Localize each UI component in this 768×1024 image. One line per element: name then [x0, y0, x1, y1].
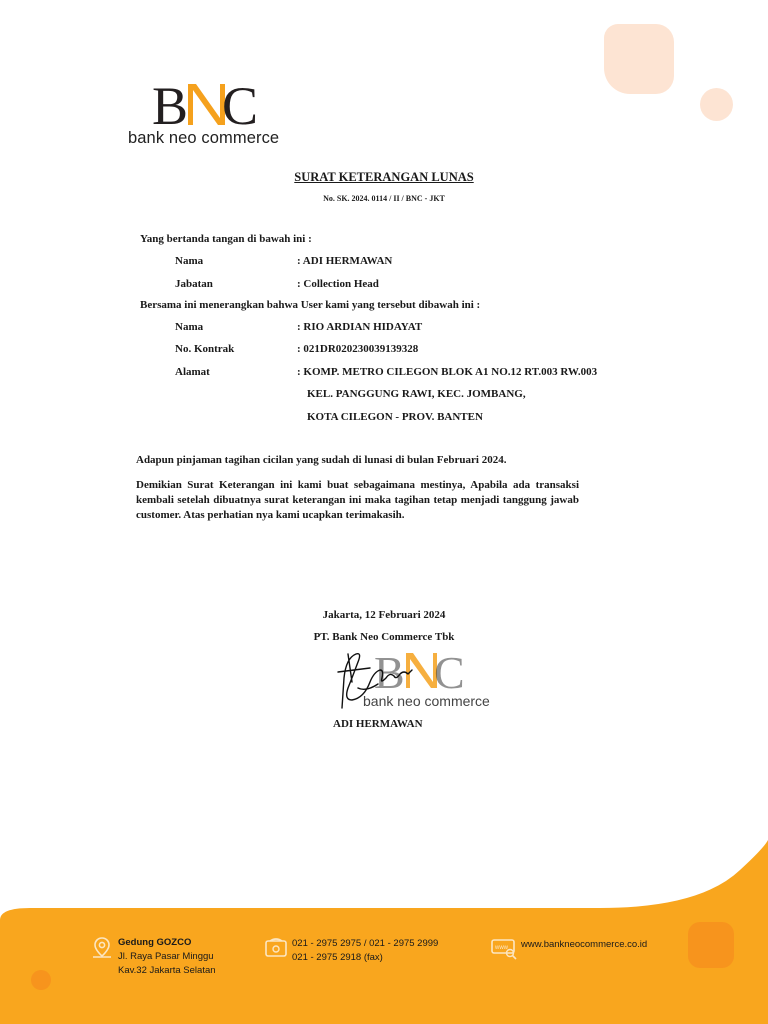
signature-stamp: [330, 648, 500, 714]
stamp-wordmark: bank neo commerce: [363, 693, 490, 709]
address-label: Alamat: [175, 366, 210, 378]
footer-phone: 021 - 2975 2975 / 021 - 2975 2999: [292, 938, 439, 949]
signer-name-value: : ADI HERMAWAN: [297, 255, 393, 267]
address-value: : KOMP. METRO CILEGON BLOK A1 NO.12 RT.003 RW.003: [297, 366, 598, 378]
footer-address-line2: Kav.32 Jakarta Selatan: [118, 965, 216, 976]
svg-text:www: www: [495, 945, 508, 951]
footer-building: Gedung GOZCO: [118, 937, 192, 948]
svg-text:B: B: [152, 78, 189, 130]
logo-wordmark: bank neo commerce: [128, 129, 280, 147]
footer-address-line1: Jl. Raya Pasar Minggu: [118, 951, 214, 962]
address-line-3: KOTA CILEGON - PROV. BANTEN: [307, 411, 483, 423]
document-number: No. SK. 2024. 0114 / II / BNC - JKT: [323, 194, 445, 203]
decorative-square: [604, 24, 674, 94]
closing-paragraph: Demikian Surat Keterangan ini kami buat sebagaimana mestinya, Apabila ada transaksi kembali setelah dibuatnya surat keterangan ini maka tagihan tetap menjadi tanggung jawab customer. Atas perhatian nya kami ucapkan terimakasih.: [136, 479, 579, 521]
signer-name-bottom: ADI HERMAWAN: [333, 718, 423, 730]
statement-text: Bersama ini menerangkan bahwa User kami yang tersebut dibawah ini :: [140, 299, 481, 311]
decorative-circle: [700, 88, 733, 121]
signer-position-value: : Collection Head: [297, 278, 379, 290]
signer-position-label: Jabatan: [175, 278, 213, 290]
svg-text:C: C: [434, 648, 465, 698]
address-line-2: KEL. PANGGUNG RAWI, KEC. JOMBANG,: [307, 388, 526, 400]
company-name: PT. Bank Neo Commerce Tbk: [313, 631, 455, 643]
svg-text:B: B: [374, 648, 405, 698]
payment-note: Adapun pinjaman tagihan cicilan yang sudah di lunasi di bulan Februari 2024.: [136, 454, 507, 466]
footer-fax: 021 - 2975 2918 (fax): [292, 952, 383, 963]
contract-number-label: No. Kontrak: [175, 343, 235, 355]
phone-icon: [264, 936, 288, 960]
signer-name-label: Nama: [175, 255, 204, 267]
svg-text:C: C: [222, 78, 259, 130]
bnc-logo: [126, 78, 286, 150]
footer-wave: [0, 820, 768, 1024]
document-title: SURAT KETERANGAN LUNAS: [294, 170, 474, 184]
footer-website[interactable]: www.bankneocommerce.co.id: [521, 939, 648, 950]
intro-text: Yang bertanda tangan di bawah ini :: [140, 233, 312, 245]
place-date: Jakarta, 12 Februari 2024: [322, 609, 446, 621]
web-icon: [490, 936, 518, 960]
location-icon: [90, 936, 114, 960]
customer-name-value: : RIO ARDIAN HIDAYAT: [297, 321, 423, 333]
contract-number-value: : 021DR020230039139328: [297, 343, 419, 355]
customer-name-label: Nama: [175, 321, 204, 333]
